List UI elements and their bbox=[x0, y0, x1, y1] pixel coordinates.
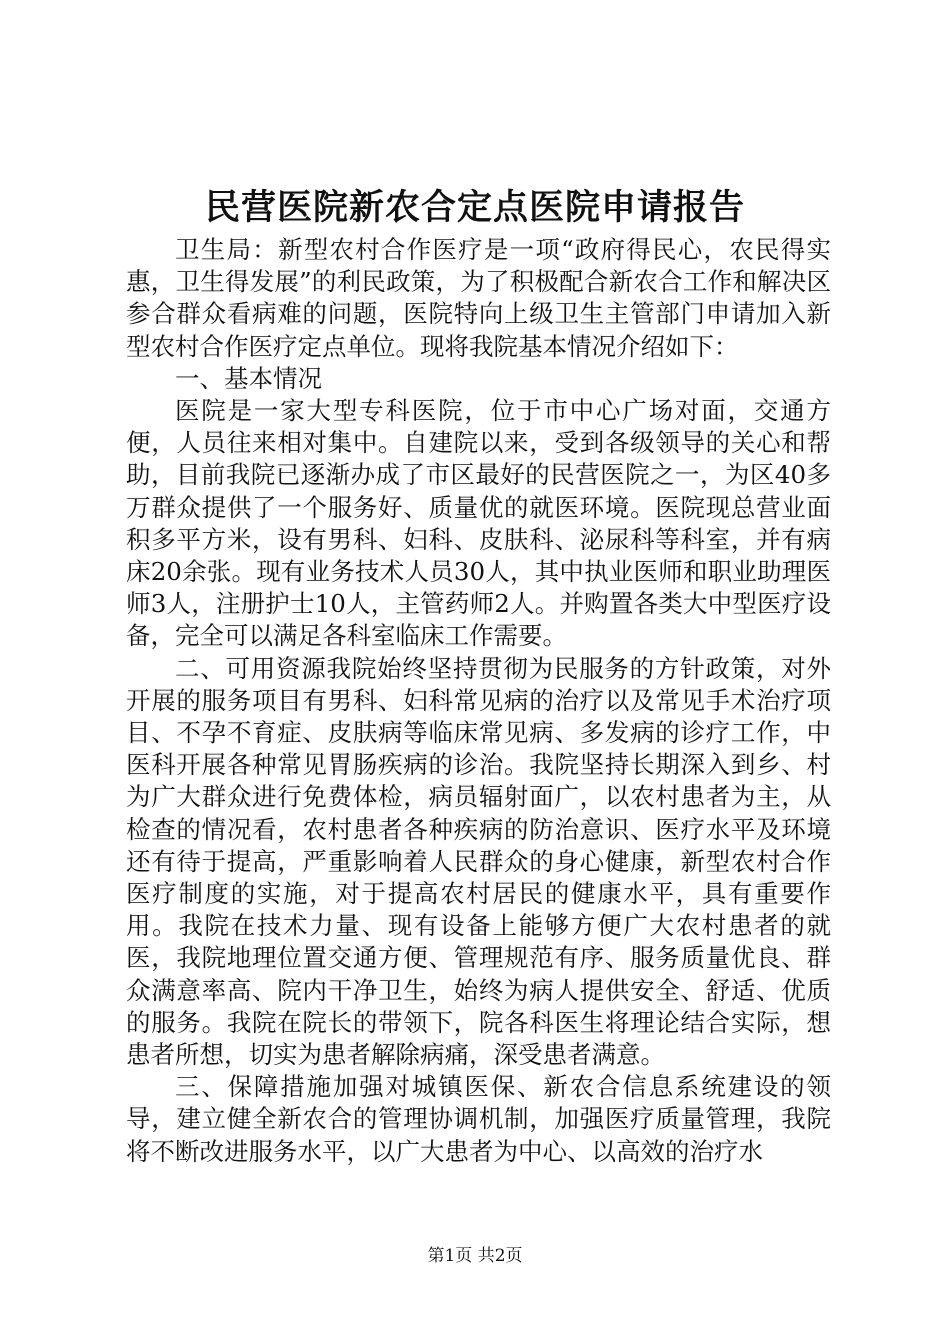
paragraph-safeguard-measures: 三、保障措施加强对城镇医保、新农合信息系统建设的领导，建立健全新农合的管理协调机制，加强医疗质量管理，我院将不断改进服务水平，以广大患者为中心、以高效的治疗水 bbox=[126, 1072, 831, 1166]
document-title: 民营医院新农合定点医院申请报告 bbox=[204, 187, 745, 228]
paragraph-available-resources: 二、可用资源我院始终坚持贯彻为民服务的方针政策，对外开展的服务项目有男科、妇科常见病的治疗以及常见手术治疗项目、不孕不育症、皮肤病等临床常见病、多发病的诊疗工作，中医科开展各种常见胃肠疾病的诊治。我院坚持长期深入到乡、村为广大群众进行免费体检，病员辐射面广，以农村患者为主，从检查的情况看，农村患者各种疾病的防治意识、医疗水平及环境还有待于提高，严重影响着人民群众的身心健康，新型农村合作医疗制度的实施，对于提高农村居民的健康水平，具有重要作用。我院在技术力量、现有设备上能够方便广大农村患者的就医，我院地理位置交通方便、管理规范有序、服务质量优良、群众满意率高、院内干净卫生，始终为病人提供安全、舒适、优质的服务。我院在院长的带领下，院各科医生将理论结合实际，想患者所想，切实为患者解除病痛，深受患者满意。 bbox=[126, 653, 831, 1070]
document-body bbox=[126, 234, 831, 1168]
page-number-footer: 第1页 共2页 bbox=[427, 1246, 523, 1266]
section-heading-basic-info: 一、基本情况 bbox=[175, 363, 322, 393]
paragraph-intro: 卫生局：新型农村合作医疗是一项“政府得民心，农民得实惠，卫生得发展”的利民政策，为了积极配合新农合工作和解决区参合群众看病难的问题，医院特向上级卫生主管部门申请加入新型农村合作医疗定点单位。现将我院基本情况介绍如下： bbox=[126, 235, 831, 361]
paragraph-basic-info: 医院是一家大型专科医院，位于市中心广场对面，交通方便，人员往来相对集中。自建院以来，受到各级领导的关心和帮助，目前我院已逐渐办成了市区最好的民营医院之一，为区40多万群众提供了一个服务好、质量优的就医环境。医院现总营业面积多平方米，设有男科、妇科、皮肤科、泌尿科等科室，并有病床20余张。现有业务技术人员30人，其中执业医师和职业助理医师3人，注册护士10人，主管药师2人。并购置各类大中型医疗设备，完全可以满足各科室临床工作需要。 bbox=[126, 396, 831, 651]
